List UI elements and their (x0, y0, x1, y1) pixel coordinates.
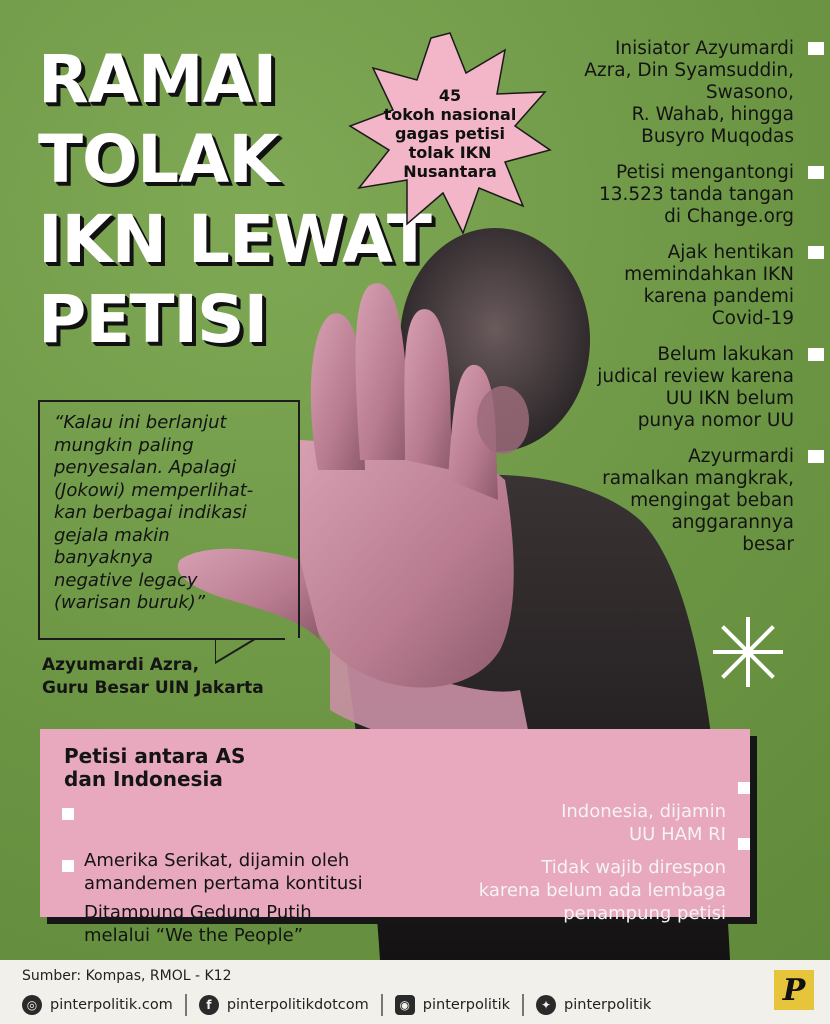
badge-text: 45 tokoh nasional gagas petisi tolak IKN Nusantara (383, 86, 517, 181)
key-points-list (500, 38, 830, 570)
key-point (500, 38, 830, 148)
us-petition-text: Amerika Serikat, dijamin oleh amandemen pertama kontitusi (84, 850, 363, 894)
twitter-icon: ✦ (536, 995, 556, 1015)
comparison-panel (40, 729, 750, 946)
key-point-text: Petisi mengantongi 13.523 tanda tangan di Change.org (598, 162, 794, 227)
key-point (500, 446, 830, 556)
instagram-link[interactable] (395, 995, 510, 1015)
key-point (500, 242, 830, 330)
indonesia-petition-text: Tidak wajib direspon karena belum ada lembaga penampung petisi (478, 857, 726, 924)
key-point (500, 344, 830, 432)
footer (0, 960, 830, 1024)
facebook-link[interactable] (199, 995, 369, 1015)
bullet-marker (62, 808, 74, 820)
bullet-marker (808, 348, 824, 361)
bullet-marker (808, 42, 824, 55)
bullet-marker (808, 246, 824, 259)
quote-border (38, 400, 40, 640)
divider (381, 994, 383, 1016)
twitter-label: pinterpolitik (564, 997, 652, 1013)
headline-line: TOLAK (38, 121, 279, 198)
website-link[interactable] (22, 995, 173, 1015)
instagram-label: pinterpolitik (422, 997, 511, 1013)
twitter-link[interactable] (536, 995, 651, 1015)
us-petition-text: Ditampung Gedung Putih melalui “We the People” (84, 902, 312, 946)
key-point (500, 162, 830, 228)
indonesia-petition-item (479, 833, 750, 948)
divider (185, 994, 187, 1016)
quote-author: Azyumardi Azra, Guru Besar UIN Jakarta (42, 655, 264, 698)
source-credit: Sumber: Kompas, RMOL - K12 (22, 968, 232, 984)
facebook-label: pinterpolitikdotcom (226, 997, 369, 1013)
asterisk-icon (713, 617, 783, 687)
headline-line: IKN LEWAT (38, 201, 431, 278)
headline-line: PETISI (38, 281, 268, 358)
website-label: pinterpolitik.com (50, 997, 173, 1013)
bullet-marker (808, 166, 824, 179)
bullet-marker (738, 838, 750, 850)
globe-icon: ◎ (22, 995, 42, 1015)
quote-border (38, 638, 218, 640)
key-point-text: Azyurmardi ramalkan mangkrak, mengingat beban anggarannya besar (602, 446, 794, 555)
indonesia-petition-text: Indonesia, dijamin UU HAM RI (561, 801, 726, 845)
instagram-icon: ◉ (395, 995, 415, 1015)
quote-text: “Kalau ini berlanjut mungkin paling penyesalan. Apalagi (Jokowi) memperlihat- kan berbagai indikasi gejala makin banyaknya negative legacy (warisan buruk)” (54, 412, 254, 613)
quote-box (40, 400, 300, 638)
key-point-text: Inisiator Azyumardi Azra, Din Syamsuddin, Swasono, R. Wahab, hingga Busyro Muqodas (584, 38, 794, 147)
bullet-marker (62, 860, 74, 872)
us-petition-item (62, 855, 312, 947)
social-links (22, 992, 651, 1018)
facebook-icon: f (199, 995, 219, 1015)
bullet-marker (738, 782, 750, 794)
key-point-text: Belum lakukan judical review karena UU IKN belum punya nomor UU (597, 344, 794, 431)
brand-logo[interactable]: P (774, 970, 814, 1010)
headline-line: RAMAI (38, 41, 277, 118)
comparison-title: Petisi antara AS dan Indonesia (64, 744, 246, 791)
key-point-text: Ajak hentikan memindahkan IKN karena pandemi Covid-19 (624, 242, 794, 329)
bullet-marker (808, 450, 824, 463)
divider (522, 994, 524, 1016)
